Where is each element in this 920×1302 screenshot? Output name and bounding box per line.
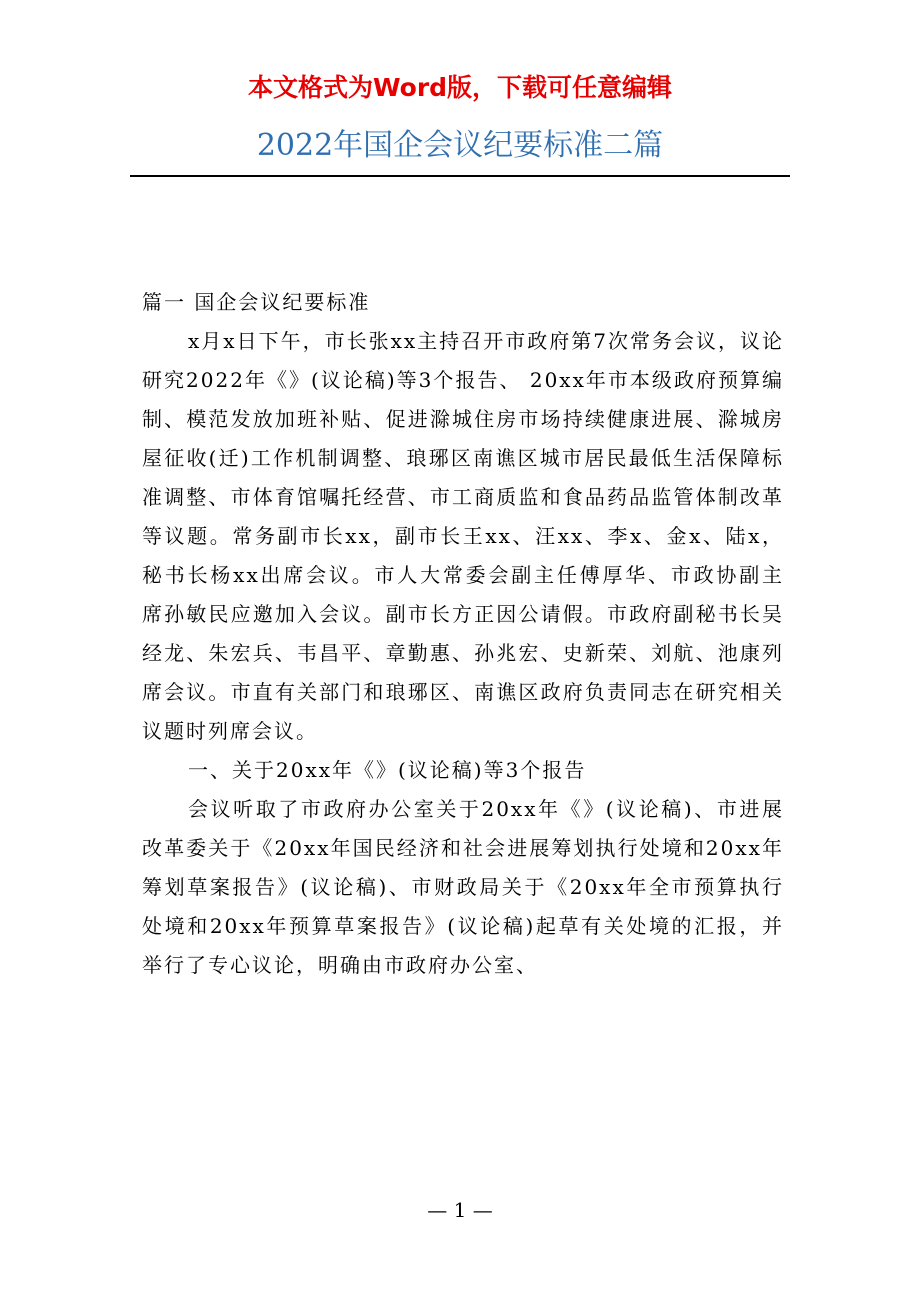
subsection-heading: 一、关于20xx年《》(议论稿)等3个报告 [188,758,587,782]
section-heading: 篇一 国企会议纪要标准 [142,290,371,314]
page-number: — 1 — [427,1198,493,1222]
title-divider [130,175,790,177]
document-body [142,283,784,985]
format-notice: 本文格式为Word版，下载可任意编辑 [247,73,673,102]
document-title: 2022年国企会议纪要标准二篇 [256,128,664,163]
body-paragraph: 会议听取了市政府办公室关于20xx年《》(议论稿)、市进展改革委关于《20xx年国民经济和社会进展筹划执行处境和20xx年筹划草案报告》(议论稿)、市财政局关于《20xx年全市预算执行处境和20xx年预算草案报告》(议论稿)起草有关处境的汇报，并举行了专心议论，明确由市政府办公室、 [142,797,784,977]
body-paragraph: x月x日下午，市长张xx主持召开市政府第7次常务会议，议论研究2022年《》(议论稿)等3个报告、 20xx年市本级政府预算编制、模范发放加班补贴、促进滁城住房市场持续健康进展、滁城房屋征收(迁)工作机制调整、琅琊区南谯区城市居民最低生活保障标准调整、市体育馆嘱托经营、市工商质监和食品药品监管体制改革等议题。常务副市长xx，副市长王xx、汪xx、李x、金x、陆x，秘书长杨xx出席会议。市人大常委会副主任傅厚华、市政协副主席孙敏民应邀加入会议。副市长方正因公请假。市政府副秘书长吴经龙、朱宏兵、韦昌平、章勤惠、孙兆宏、史新荣、刘航、池康列席会议。市直有关部门和琅琊区、南谯区政府负责同志在研究相关议题时列席会议。 [142,329,784,743]
